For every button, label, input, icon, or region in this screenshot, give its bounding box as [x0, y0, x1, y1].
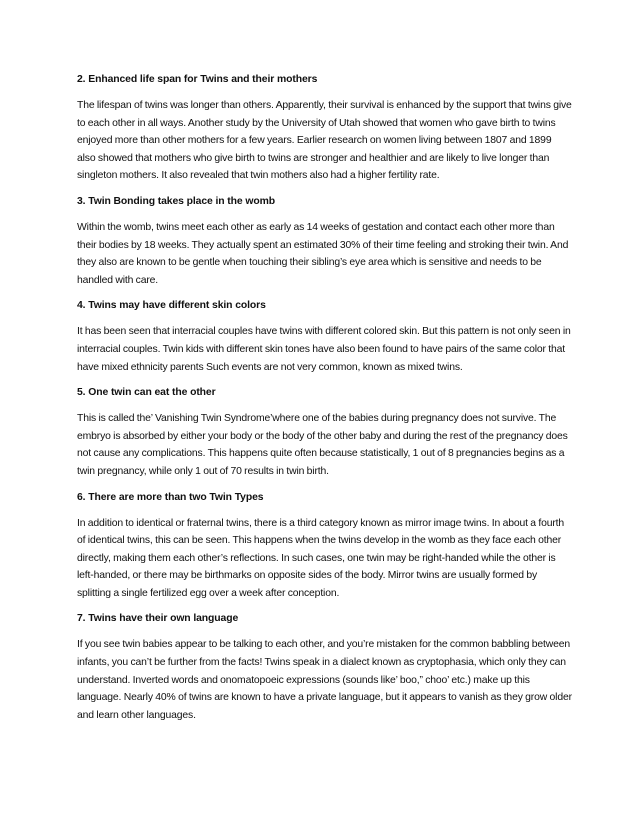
section-skin-colors: [77, 298, 572, 376]
section-heading: 4. Twins may have different skin colors: [77, 300, 266, 312]
section-paragraph: This is called the’ Vanishing Twin Syndrome’where one of the babies during pregnancy does not survive. The embryo is absorbed by either your body or the body of the other baby and during the rest of the pregnancy does not cause any complications. This happens quite often because statistically, 1 out of 8 pregnancies begins as a twin pregnancy, while only 1 out of 70 results in twin birth.: [77, 413, 568, 477]
section-paragraph: Within the womb, twins meet each other as early as 14 weeks of gestation and contact each other more than their bodies by 18 weeks. They actually spent an estimated 30% of their time feeling and stroking their twin. And they also are known to be gentle when touching their sibling’s eye area which is sensitive and needs to be handled with care.: [77, 221, 569, 286]
section-heading: 7. Twins have their own language: [77, 613, 239, 625]
section-twin-language: [77, 611, 572, 724]
section-vanishing-twin: [77, 385, 572, 480]
section-heading: 6. There are more than two Twin Types: [77, 491, 264, 503]
section-paragraph: It has been seen that interracial couples have twins with different colored skin. But this pattern is not only seen in interracial couples. Twin kids with different skin tones have also been found to have pairs of the same color that have mixed ethnicity parents Such events are not very common, known as mixed twins.: [77, 326, 571, 373]
section-heading: 2. Enhanced life span for Twins and their mothers: [77, 74, 318, 85]
section-enhanced-life-span: [77, 72, 572, 185]
document-page: [77, 72, 572, 733]
section-twin-types: [77, 490, 572, 603]
section-paragraph: In addition to identical or fraternal twins, there is a third category known as mirror image twins. In about a fourth of identical twins, this can be seen. This happens when the twins develop in the womb as they face each other directly, making them each other’s reflections. In such cases, one twin may be right-handed while the other is left-handed, or there may be birthmarks on opposite sides of the body. Mirror twins are usually formed by splitting a single fertilized egg over a week after conception.: [77, 517, 564, 599]
section-paragraph: The lifespan of twins was longer than others. Apparently, their survival is enhanced by the support that twins give to each other in all ways. Another study by the University of Utah showed that women who gave birth to twins enjoyed more than other mothers for a few years. Earlier research on women living between 1807 and 1899 also showed that mothers who give birth to twins are stronger and healthier and are likely to live longer than singleton mothers. It also revealed that twin mothers also had a higher fertility rate.: [77, 100, 572, 182]
section-heading: 5. One twin can eat the other: [77, 387, 216, 399]
section-heading: 3. Twin Bonding takes place in the womb: [77, 195, 275, 207]
section-paragraph: If you see twin babies appear to be talking to each other, and you’re mistaken for the common babbling between infants, you can’t be further from the facts! Twins speak in a dialect known as cryptophasia, which only they can understand. Inverted words and onomatopoeic expressions (sounds like’ boo,” choo’ etc.) make up this language. Nearly 40% of twins are known to have a private language, but it appears to vanish as they grow older and learn other languages.: [77, 639, 572, 721]
section-twin-bonding: [77, 194, 572, 289]
